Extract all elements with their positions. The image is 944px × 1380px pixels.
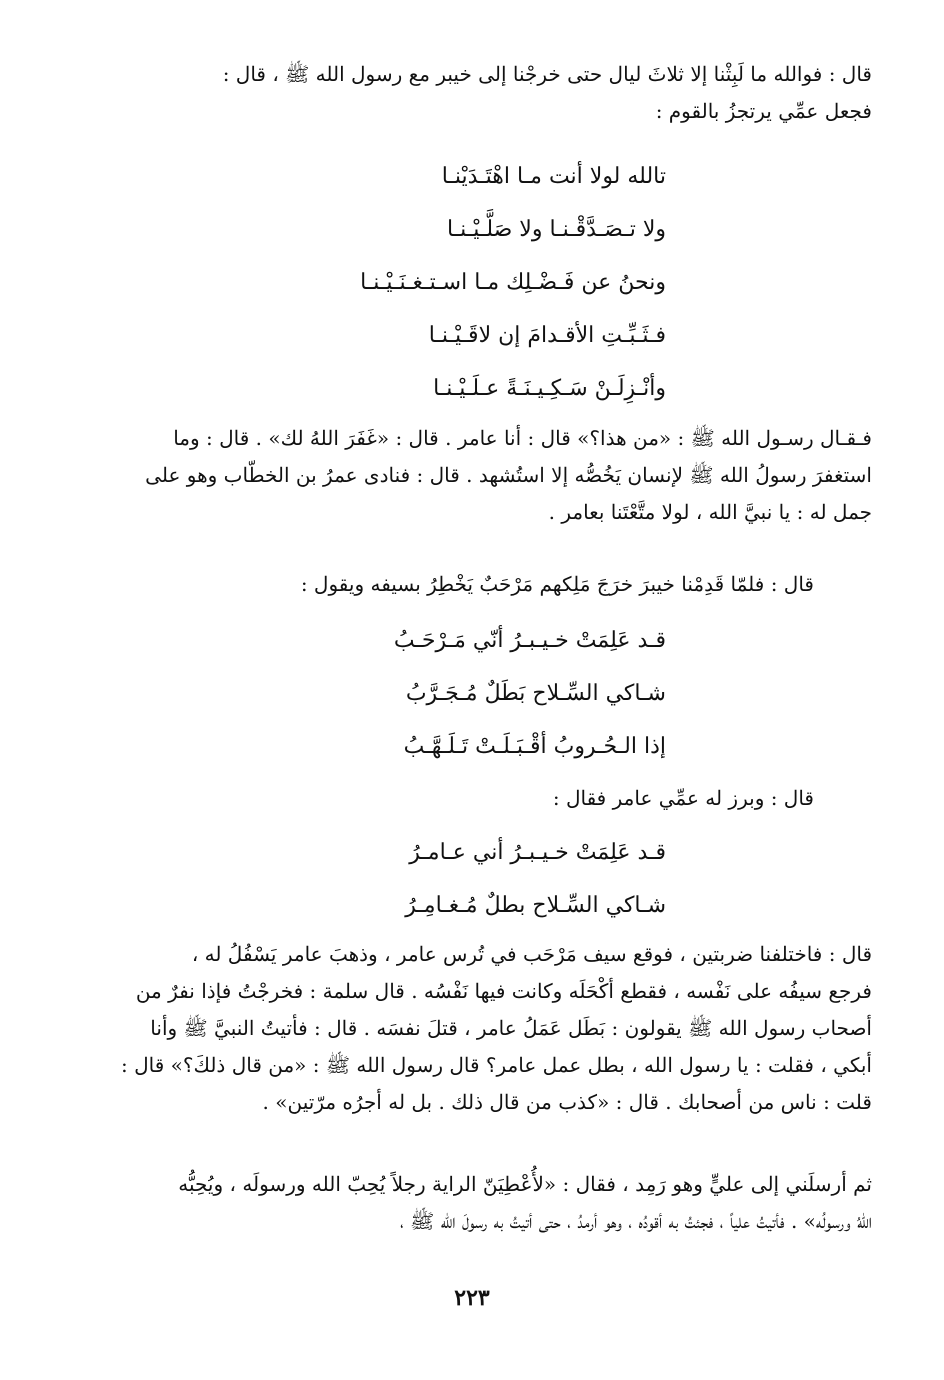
verse-block-1 [360, 150, 666, 415]
verse-1-line-3: ونحنُ عن فَـضْـلِك مـا اسـتـغـنَـيْـنـا [360, 270, 666, 295]
verse-2-line-1: قـد عَلِمَتْ خـيـبـرُ أنّي مَـرْحَـبُ [393, 628, 666, 653]
paragraph-2-line-2: استغفرَ رسولُ الله ﷺ لإنسان يَخُصُّه إلا استُشهد . قال : فنادى عمرُ بن الخطّاب وهو على [145, 463, 872, 487]
paragraph-2-line-3: جمل له : يا نبيَّ الله ، لولا متَّعْتَنا بعامر . [548, 500, 872, 524]
paragraph-6-line-2: اللهُ ورسولُه» . فأتيتُ علياً ، فجئتُ به أقودُه ، وهو أرمدُ ، حتى أتيتُ به رسولَ الله ﷺ ، [399, 1209, 872, 1233]
verse-3-line-2: شـاكي السِّـلاح بطلٌ مُـغـامِـرُ [405, 893, 666, 918]
paragraph-1 [72, 56, 872, 130]
verse-2-line-3: إذا الـحُـروبُ أقْـبَـلَـتْ تَـلَـهَّـبُ [403, 734, 666, 759]
page-number: ٢٢٣ [454, 1285, 490, 1311]
paragraph-1-line-1: قال : فوالله ما لَبِثْنا إلا ثلاثَ ليال حتى خرجْنا إلى خيبر مع رسول الله ﷺ ، قال : [222, 62, 872, 86]
verse-1-line-2: ولا تـصَـدَّقْـنـا ولا صَلَّـيْـنـا [447, 217, 666, 242]
verse-1-line-4: فـثَـبِّـتِ الأقـدامَ إن لاقَـيْـنـا [428, 323, 666, 348]
verse-3-line-1: قـد عَلِمَتْ خـيـبـرُ أني عـامـرُ [409, 840, 666, 865]
paragraph-5-line-4: أبكي ، فقلت : يا رسول الله ، بطل عمل عامر؟ قال رسول الله ﷺ : «من قال ذلكَ؟» قال : [120, 1053, 872, 1077]
paragraph-4-line-1: قال : وبرز له عمِّي عامر فقال : [552, 786, 814, 810]
paragraph-2 [72, 420, 872, 531]
paragraph-3 [72, 566, 814, 603]
verse-block-3 [405, 826, 666, 932]
verse-2-line-2: شـاكي السِّـلاح بَطَلٌ مُـجَـرَّبُ [405, 681, 666, 706]
paragraph-2-line-1: فـقـال رسـول الله ﷺ : «من هذا؟» قال : أنا عامر . قال : «غَفَرَ اللهُ لك» . قال : وما [173, 426, 872, 450]
verse-block-2 [394, 614, 666, 773]
verse-1-line-5: وأنْـزِلَـنْ سَـكِـيـنَـةً عـلَـيْـنـا [433, 376, 666, 401]
paragraph-6 [72, 1166, 872, 1240]
paragraph-5-line-1: قال : فاختلفنا ضربتين ، فوقع سيف مَرْحَب في تُرس عامر ، وذهبَ عامر يَسْفُلُ له ، [191, 942, 872, 966]
paragraph-5-line-5: قلت : ناس من أصحابك . قال : «كذب من قال ذلك . بل له أجرُه مرّتين» . [262, 1090, 872, 1114]
paragraph-4 [72, 780, 814, 817]
paragraph-1-line-2: فجعل عمِّي يرتجزُ بالقوم : [655, 99, 872, 123]
verse-1-line-1: تالله لولا أنت مـا اهْتَـدَيْنـا [441, 164, 666, 189]
paragraph-5 [72, 936, 872, 1121]
paragraph-5-line-2: فرجع سيفُه على نَفْسه ، فقطع أكْحَلَه وكانت فيها نَفْسُه . قال سلمة : فخرجْتُ فإذا نفرٌ من [135, 979, 872, 1003]
paragraph-6-line-1: ثم أرسلَني إلى عليٍّ وهو رَمِد ، فقال : «لأُعْطِيَنّ الراية رجلاً يُحِبّ الله ورسولَه ، ويُحِبُّه [178, 1172, 872, 1196]
paragraph-5-line-3: أصحاب رسول الله ﷺ يقولون : بَطَل عَمَلُ عامر ، قتلَ نفسَه . قال : فأتيتُ النبيَّ ﷺ وأنا [150, 1016, 872, 1040]
paragraph-3-line-1: قال : فلمّا قَدِمْنا خيبرَ خرَجَ مَلِكهم مَرْحَبٌ يَخْطِرُ بسيفه ويقول : [300, 572, 814, 596]
